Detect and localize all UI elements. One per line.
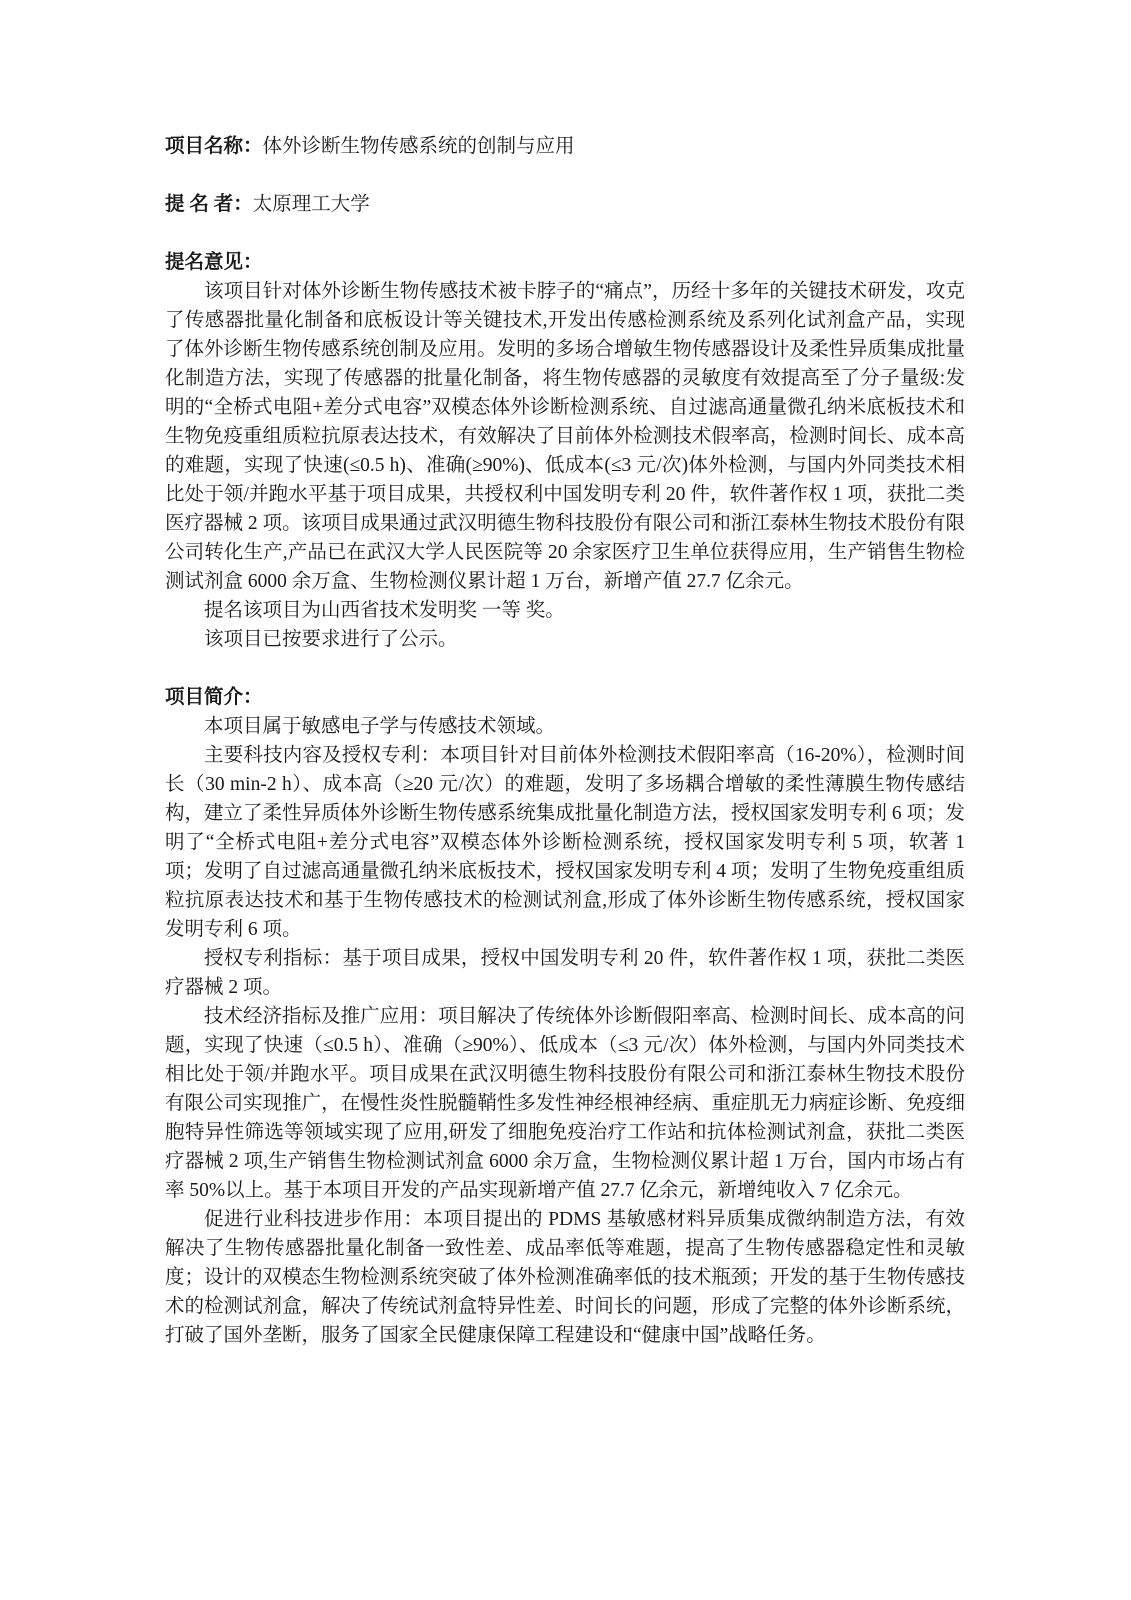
nomination-opinion-paragraph: 该项目针对体外诊断生物传感技术被卡脖子的“痛点”，历经十多年的关键技术研发，攻克了传感器批量化制备和底板设计等关键技术,开发出传感检测系统及系列化试剂盒产品，实现了体外诊断生物传感系统创制及应用。发明的多场合增敏生物传感器设计及柔性异质集成批量化制造方法，实现了传感器的批量化制备，将生物传感器的灵敏度有效提高至了分子量级:发明的“全桥式电阻+差分式电容”双模态体外诊断检测系统、自过滤高通量微孔纳米底板技术和生物免疫重组质粒抗原表达技术，有效解决了目前体外检测技术假率高，检测时间长、成本高的难题，实现了快速(≤0.5 h)、准确(≥90%)、低成本(≤3 元/次)体外检测，与国内外同类技术相比处于领/并跑水平基于项目成果，共授权利中国发明专利 20 件，软件著作权 1 项，获批二类医疗器械 2 项。该项目成果通过武汉明德生物科技股份有限公司和浙江泰林生物技术股份有限公司转化生产,产品已在武汉大学人民医院等 20 余家医疗卫生单位获得应用，生产销售生物检测试剂盒 6000 余万盒、生物检测仪累计超 1 万台，新增产值 27.7 亿余元。 — [165, 281, 965, 592]
main-tech-content-paragraph: 主要科技内容及授权专利：本项目针对目前体外检测技术假阳率高（16-20%），检测时间长（30 min-2 h）、成本高（≥20 元/次）的难题，发明了多场耦合增敏的柔性薄膜生物传感结构，建立了柔性异质体外诊断生物传感系统集成批量化制造方法，授权国家发明专利 6 项；发明了“全桥式电阻+差分式电容”双模态体外诊断检测系统，授权国家发明专利 5 项，软著 1 项；发明了自过滤高通量微孔纳米底板技术，授权国家发明专利 4 项；发明了生物免疫重组质粒抗原表达技术和基于生物传感技术的检测试剂盒,形成了体外诊断生物传感系统，授权国家发明专利 6 项。 — [165, 745, 965, 940]
industry-progress-paragraph: 促进行业科技进步作用：本项目提出的 PDMS 基敏感材料异质集成微纳制造方法，有效解决了生物传感器批量化制备一致性差、成品率低等难题，提高了生物传感器稳定性和灵敏度；设计的双模态生物检测系统突破了体外检测准确率低的技术瓶颈；开发的基于生物传感技术的检测试剂盒，解决了传统试剂盒特异性差、时间长的问题，形成了完整的体外诊断系统，打破了国外垄断，服务了国家全民健康保障工程建设和“健康中国”战略任务。 — [165, 1209, 965, 1346]
nominator-value: 太原理工大学 — [252, 194, 370, 215]
nomination-publicity-line: 该项目已按要求进行了公示。 — [204, 629, 458, 650]
project-name-label: 项目名称： — [165, 136, 263, 157]
nominator-label: 提 名 者： — [165, 194, 253, 215]
project-field-paragraph: 本项目属于敏感电子学与传感技术领域。 — [204, 716, 556, 737]
project-intro-heading: 项目简介： — [165, 687, 263, 708]
nomination-opinion-heading: 提名意见： — [165, 252, 263, 273]
project-name-value: 体外诊断生物传感系统的创制与应用 — [262, 136, 575, 157]
economic-metrics-paragraph: 技术经济指标及推广应用：项目解决了传统体外诊断假阳率高、检测时间长、成本高的问题，实现了快速（≤0.5 h）、准确（≥90%）、低成本（≤3 元/次）体外检测，与国内外同类技术相比处于领/并跑水平。项目成果在武汉明德生物科技股份有限公司和浙江泰林生物技术股份有限公司实现推广，在慢性炎性脱髓鞘性多发性神经根神经病、重症肌无力病症诊断、免疫细胞特异性筛选等领域实现了应用,研发了细胞免疫治疗工作站和抗体检测试剂盒，获批二类医疗器械 2 项,生产销售生物检测试剂盒 6000 余万盒，生物检测仪累计超 1 万台，国内市场占有率 50%以上。基于本项目开发的产品实现新增产值 27.7 亿余元，新增纯收入 7 亿余元。 — [165, 1006, 965, 1201]
section-nomination-opinion — [165, 248, 965, 654]
field-project-name — [165, 132, 965, 161]
section-project-intro — [165, 683, 965, 1350]
field-nominator — [165, 190, 965, 219]
nomination-award-line: 提名该项目为山西省技术发明奖 一等 奖。 — [204, 600, 565, 621]
patent-metrics-paragraph: 授权专利指标：基于项目成果，授权中国发明专利 20 件，软件著作权 1 项，获批二类医疗器械 2 项。 — [165, 948, 965, 998]
